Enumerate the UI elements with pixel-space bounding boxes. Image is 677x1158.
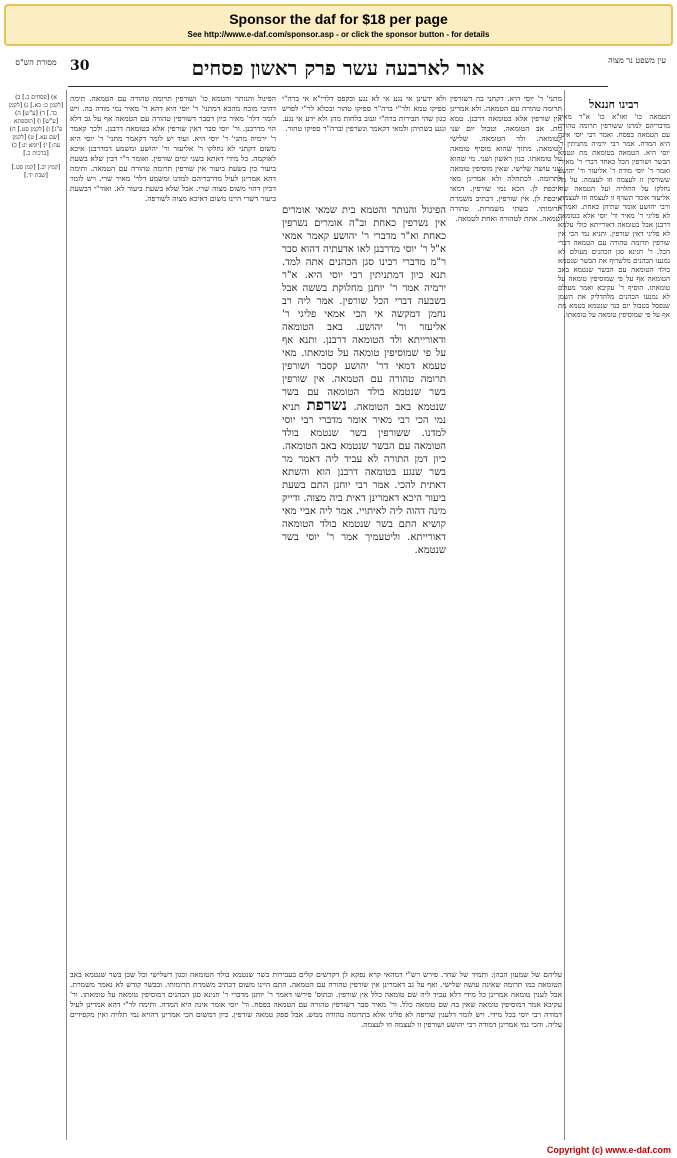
copyright-notice: Copyright (c) www.e-daf.com — [546, 1145, 671, 1155]
sponsor-subtitle: See http://www.e-daf.com/sponsor.asp - or click the sponsor button - for details — [187, 30, 490, 39]
running-head: אור לארבעה עשר פרק ראשון פסחים — [191, 56, 485, 80]
ein-mishpat-heading: עין משפט נר מצוה — [608, 56, 666, 65]
page-header — [8, 54, 670, 90]
rabbeinu-chananel-column — [558, 94, 670, 1154]
rabbeinu-chananel-text: הטמאה כו' ואו"א כו' א"ר מאיר מדבריהם למדנו ששורפין תרומה טהורה עם הטמאה בפסח. ואמר רבי יוסי אינה היא המדה. אמר רבי ירמיה מתניתין ר' יוסי היא. הטמאה בטומאת מת ונטמא הבשר ושורפין הכל כאחד דברי ר' מאיר. ואמר ר' יוסי מודה ר' אליעזר ור' יהושע ששורפין זו לעצמה וזו לעצמה. על מה נחלקו על התלויה ועל הטמאה שר' אליעזר אומר תשרף זו לעצמה וזו לעצמה. ורבי יהושע אומר שתיהן כאחת. ואמרינן לא פליגי ר' מאיר ור' יוסי אלא בטומאה דרבנן אבל בטומאה דאורייתא כולי עלמא לא פליגי דאין שורפין. ותניא נמי הכי אין שורפין תרומה טהורה עם הטמאה דברי הכל. ר' חנינא סגן הכהנים מעולם לא נמנעו הכהנים מלשרוף את הבשר שנטמא בולד הטומאה עם הבשר שנטמא באב הטומאה אף על פי שמוסיפין טומאה על טומאתו. הוסיף ר' עקיבא ואמר מעולם לא נמנעו הכהנים מלהדליק את השמן שנפסל בטבול יום בנר שנטמא בטמא מת אף על פי שמוסיפין טומאה על טומאתו. — [558, 113, 670, 319]
gemara-column — [282, 204, 446, 860]
page-number: 30 — [70, 58, 90, 74]
masoret-hashas-heading: מסורת הש"ס — [15, 58, 57, 67]
sponsor-banner[interactable] — [4, 4, 673, 46]
talmud-page — [8, 54, 670, 1144]
gemara-top-commentary: ולא ידעינן אי נגע אי לא נגע ובקפס דלרי"א אי ברה"י ספיקו טמא ולר"י ברה"ר ספיקו טהור ובכלא לר"י לפרש כגון שהי תבירות ברה"י וגנוב בלחות מהן ולא ידע אי נגע. ונגע בשתיהן ולמאי דקאמר ונשרפין וברה"ר ספיקו טהור. — [282, 94, 446, 133]
sponsor-title: Sponsor the daf for $18 per page — [229, 11, 448, 27]
gemara-text-a: הפיגול והנותר והטמא בית שמאי אומרים אין נשרפין כאחת וב"ה אומרים נשרפין כאחת וא"ר מדברי ר' יהושע קאמר אמאי א"ל ר' יוסי מדרבנן לאו אדעתיה דהוא סבר ר"מ מדברי רבינו סגן הכהנים אתה למד. תנא כיון דמתניתין רבי יוסי היא. א"ר ירמיה אמר ר' יוחנן מחלוקת בששה אבל בשבעה דברי הכל שורפין. אמר ליה רב נחמן דמקשה אי הכי אמאי פליגי ר' אליעזר ור' יהושע. באב הטומאה ודאורייתא ולד הטומאה דרבנן. ותנא אף על פי שמוסיפין טומאה על טומאתו. מאי טעמא דמאי דר' יהושע קסבר ושורפין תרומה טהורה עם הטמאה. אין שורפין בשר שנטמא בולד הטומאה עם בשר שנטמא באב הטומאה. — [282, 205, 446, 413]
gemara-text-b: תניא נמי הכי רבי מאיר אומר מדברי רבי יוסי למדנו. ששורפין בשר שנטמא בולד הטומאה עם הבשר שנטמא באב הטומאה. כיון דמן התורה לא עביד ליה דאמר מר בשר שנגע בטומאה דרבנן הוא והשתא דאתית להכי. אמר רבי יוחנן התם בשעת ביעור היכא דאמרינן דאית ביה מצוה. ודייק מינה דהוה ליה לאיתויי. אמר ליה אביי מאי קושיא התם בשר שנטמא בולד הטומאה דאורייתא. וליטעמיך אמר ר' יוסי בשר שנטמא. — [282, 402, 446, 556]
masoret-hashas-note: [קמץ יב.] [קמן סט.] [שבת יד.] — [11, 164, 61, 179]
masoret-hashas-column — [8, 94, 64, 1154]
bottom-commentary: עליהם של שמעון הכהן: ותמיד של שחר. פירש רש"י דמהאי קרא נפקא לן דקדשים קלים בעבירות בשר שנטמא בולד הטומאה וכגון דשלישי וכל שכן בשר שנטמא באב הטומאה כמו תרומה שאינה עושה שלישי. ואף על גב דאמרינן אין שורפין טהורה עם הטמאה. התם היינו משום דכתיב משמרת תרומותי. ובבשר קודש לא נאמר משמרת. אבל לענין טומאה אמרינן כל מידי דלא עביד ליה שם טומאה כלל אין שורפין. ובתוס' פירשו דאמר ר' יוחנן מדברי ר' חנינא סגן הכהנים דמוסיפין טומאה על טומאתו. ור' עקיבא אמר דמוסיפין טומאה שאין בה שם טומאה כלל. ור' מאיר סבר דשורפין טהורה עם הטמאה בפסח. ור' יוסי אומר אינה היא המדה. ותימה לר"י דהא אמרינן לעיל דמודה רבי יוסי בכל מידי. ויש לומר דלענין שריפה לא פליגי אלא בתרומה טהורה ממש. אבל ספק טמאה שורפין. כיון דמשום הכי אמרינן דהויא נמי תלויה ואין מקפידים עליה. והכי נמי אמרינן דמודה רבי יהושע ושורפין זו לעצמה וזו לעצמה. — [70, 970, 562, 1029]
rashi-column: מתני' ר' יוסי היא. דקתני בה דשורפין תרומה טהורה עם הטמאה. ולא אמרינן אין שורפין אלא בטומאה דרבנן. טמא מת. אב הטומאה. וטבול יום שני לטומאה. ולד הטומאה. שלישי לטומאה. מתוך שהוא מוסיף טומאה על טומאתו. כגון ראשון ושני. מי שהוא שני עושה שלישי. שאין מוסיפין טומאה לתרומה. לכתחלה ולא אמרינן מאי איכפת לן. הכא נמי שורפין. דמאי איכפת לן. אין שורפין. דכתיב משמרת תרומותי. בשתי משמרות. טהורה וטמאה. אחת לטהורה ואחת לטמאה. — [450, 94, 562, 223]
tosafot-column: הפיגול והנותר והטמא כו' ושורפין תרומה טהורה עם הטמאה. תימה דהיכי מוכח מהכא דמתני' ר' יוסי היא דהא ר' מאיר נמי מודה בה. ויש לומר דלר' מאיר כיון דסבר דשורפין טהורה עם הטמאה אף על גב דלא הוי מדרבנן. ור' יוסי סבר דאין שורפין אלא בטומאה דרבנן. ולכך קאמר ר' ירמיה מתני' ר' יוסי היא. ועוד יש לומר דקאמר מתני' ר' יוסי היא משום דקתני לא נחלקו ר' אליעזר ור' יהושע ומשמע דמדרבנן איכא לאוקמה. כל מידי דאתא בשני ימים שורפין. ואומר ר"י דבין שלא בשעת ביעור בין בשעת ביעור אין שורפין תרומה טהורה עם הטמאה. ותימה דהא אמרינן לעיל מדרבריהם למדנו ומשמע דלר' מאיר שרי. ויש לומר דכיון דהוי משום מצוה שרי. אבל שלא בשעת ביעור לא. ואור"י דבשעת ביעור דשרי היינו משום דאיכא מצוה לשורפה. — [70, 94, 276, 203]
masoret-hashas-text: א) [פסחים כ.] ב) [לקמן כ: כא.] ג) [לקמן כד.] ד) [ע"ש] ה) [ע"ש] ו) [תוספתא פ"ג] ז) [לקמן סט.] ח) [שם עא.] ט) [לקמן עה:] י) [יומא יג:] כ) [ברכות כ.] — [8, 94, 64, 157]
left-divider — [66, 90, 67, 1140]
rabbeinu-chananel-title: רבינו חננאל — [589, 98, 639, 111]
header-rule — [68, 86, 608, 87]
gemara-keyword: נשרפת — [306, 396, 347, 414]
